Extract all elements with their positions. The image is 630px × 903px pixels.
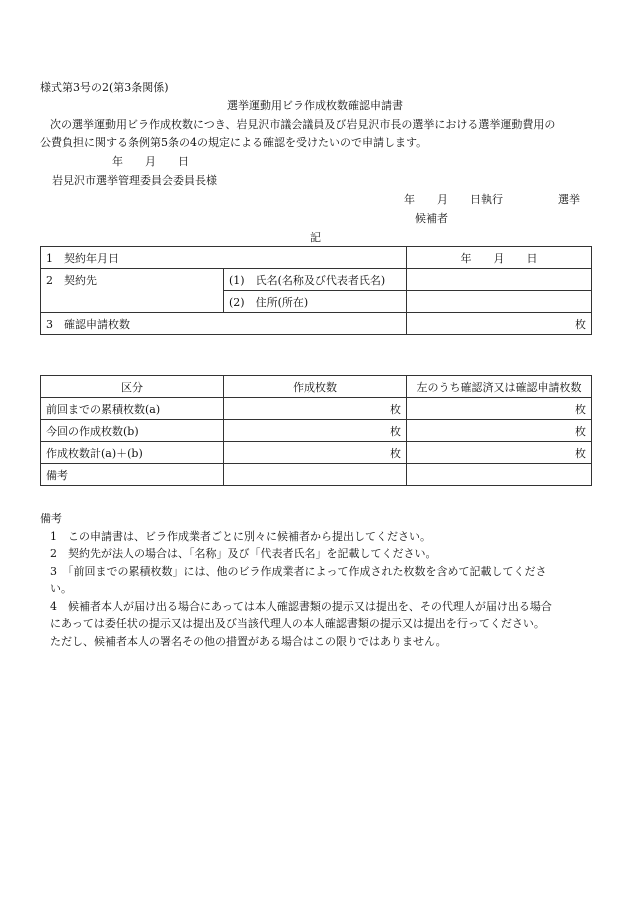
note-3: 3 「前回までの累積枚数」には、他のビラ作成業者によって作成された枚数を含めて記載してくださ [50,564,547,578]
row-label: 作成枚数計(a)＋(b) [41,442,224,464]
contractor-name-value[interactable] [407,269,592,291]
intro-line-2: 公費負担に関する条例第5条の4の規定による確認を受けたいので申請します。 [40,136,428,149]
header-confirmed-count: 左のうち確認済又は確認申請枚数 [407,376,592,398]
application-date: 年 月 日 [112,155,189,168]
form-number: 様式第3号の2(第3条関係) [40,81,169,94]
created-count-cell[interactable]: 枚 [224,420,407,442]
table-row [41,464,592,486]
table-row [41,247,592,269]
confirmed-count-cell[interactable]: 枚 [407,420,592,442]
row-label: 前回までの累積枚数(a) [41,398,224,420]
note-4: 4 候補者本人が届け出る場合にあっては本人確認書類の提示又は提出を、その代理人が届け出る場合 [50,599,552,613]
table-row [41,269,592,291]
confirm-count-label: 3 確認申請枚数 [41,313,407,335]
contract-table [40,246,592,335]
note-2: 2 契約先が法人の場合は、「名称」及び「代表者氏名」を記載してください。 [50,547,437,560]
row-label: 備考 [41,464,224,486]
contractor-address-value[interactable] [407,291,592,313]
notes-heading: 備考 [40,512,62,525]
candidate-label: 候補者 [415,212,448,225]
table-header-row [41,376,592,398]
contractor-label: 2 契約先 [41,269,224,313]
count-table [40,375,592,486]
ki-label: 記 [310,231,321,244]
table-row [41,398,592,420]
header-created-count: 作成枚数 [224,376,407,398]
remarks-cell[interactable] [407,464,592,486]
election-date: 年 月 日執行 選挙 [404,193,580,206]
header-category: 区分 [41,376,224,398]
note-4-cont-2: ただし、候補者本人の署名その他の措置がある場合はこの限りではありません。 [50,634,447,648]
table-row [41,442,592,464]
remarks-cell[interactable] [224,464,407,486]
contract-date-label: 1 契約年月日 [41,247,407,269]
addressee: 岩見沢市選挙管理委員会委員長様 [52,174,217,187]
table-row [41,313,592,335]
created-count-cell[interactable]: 枚 [224,398,407,420]
intro-line-1: 次の選挙運動用ビラ作成枚数につき、岩見沢市議会議員及び岩見沢市長の選挙における選挙運動費用の [50,118,556,131]
confirmed-count-cell[interactable]: 枚 [407,398,592,420]
confirm-count-value[interactable]: 枚 [407,313,592,335]
created-count-cell[interactable]: 枚 [224,442,407,464]
table-row [41,420,592,442]
contract-date-value[interactable]: 年 月 日 [407,247,592,269]
notes-section [40,510,600,650]
note-1: 1 この申請書は、ビラ作成業者ごとに別々に候補者から提出してください。 [50,529,431,543]
contractor-name-label: (1) 氏名(名称及び代表者氏名) [224,269,407,291]
contractor-address-label: (2) 住所(所在) [224,291,407,313]
note-4-cont: にあっては委任状の提示又は提出及び当該代理人の本人確認書類の提示又は提出を行ってください。 [50,617,545,630]
note-3-cont: い。 [50,582,72,595]
document-title: 選挙運動用ビラ作成枚数確認申請書 [227,99,403,112]
row-label: 今回の作成枚数(b) [41,420,224,442]
confirmed-count-cell[interactable]: 枚 [407,442,592,464]
